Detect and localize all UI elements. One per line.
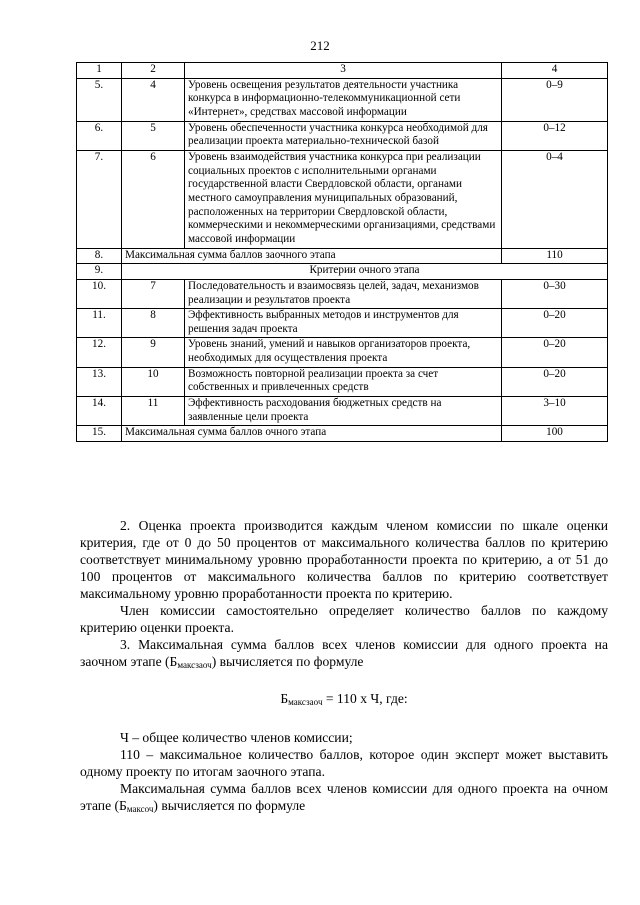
table-cell: 0–12 [502, 121, 608, 150]
table-cell: 100 [502, 426, 608, 442]
table-row [77, 78, 608, 121]
table-cell: 11 [122, 397, 185, 426]
criteria-table [76, 62, 608, 442]
table-cell: 5. [77, 78, 122, 121]
table-cell: 0–20 [502, 309, 608, 338]
table-cell: 10 [122, 367, 185, 396]
paragraph: Ч – общее количество членов комиссии; [120, 730, 353, 745]
paragraph: 2. Оценка проекта производится каждым членом комиссии по шкале оценки критерия, где от 0 до 50 процентов от максимального количества баллов по критерию соответствует минимальному уровню проработанности проекта по критерию, а от 51 до 100 процентов от максимального количества баллов по критерию соответствует максимальному уровню проработанности проекта по критерию. [80, 518, 608, 601]
table-cell: 0–20 [502, 367, 608, 396]
table-cell: 110 [502, 248, 608, 264]
table-cell: 0–30 [502, 279, 608, 308]
table-cell: 15. [77, 426, 122, 442]
table-cell: 8. [77, 248, 122, 264]
paragraph: 3. Максимальная сумма баллов всех членов комиссии для одного проекта на заочном этапе $(Б_{максзаоч})$ вычисляется по формуле [80, 637, 608, 670]
table-cell: 4 [122, 78, 185, 121]
table-cell: 13. [77, 367, 122, 396]
table-cell: 7 [122, 279, 185, 308]
table-cell: 10. [77, 279, 122, 308]
page-number: 212 [310, 38, 330, 53]
paragraph: Член комиссии самостоятельно определяет количество баллов по каждому критерию оценки проекта. [80, 603, 608, 635]
formula: $Б_{максзаоч} = 110$ х Ч, где: [280, 691, 408, 707]
header-cell: 1 [77, 63, 122, 79]
table-cell: 7. [77, 150, 122, 248]
criteria-table-body [77, 63, 608, 442]
table-row [77, 150, 608, 248]
paragraph: 110 – максимальное количество баллов, которое один эксперт может выставить одному проекту по итогам заочного этапа. [80, 747, 608, 779]
table-cell: 11. [77, 309, 122, 338]
table-row [77, 338, 608, 367]
table-cell: 3–10 [502, 397, 608, 426]
table-row [77, 426, 608, 442]
table-cell: Критерии очного этапа [122, 264, 608, 280]
table-cell: Уровень обеспеченности участника конкурса необходимой для реализации проекта материально-технической базой [185, 121, 502, 150]
table-cell: 14. [77, 397, 122, 426]
table-cell: 6. [77, 121, 122, 150]
table-row [77, 121, 608, 150]
table-cell: Эффективность выбранных методов и инструментов для решения задач проекта [185, 309, 502, 338]
body-text [80, 517, 608, 814]
table-header-row [77, 63, 608, 79]
table-cell: 6 [122, 150, 185, 248]
table-cell: 9. [77, 264, 122, 280]
table-cell: 12. [77, 338, 122, 367]
table-cell: 0–4 [502, 150, 608, 248]
paragraph: Максимальная сумма баллов всех членов комиссии для одного проекта на очном этапе $(Б_{максоч})$ вычисляется по формуле [80, 781, 608, 814]
header-cell: 2 [122, 63, 185, 79]
table-cell: Уровень освещения результатов деятельности участника конкурса в информационно-телекоммуникационной сети «Интернет», средствах массовой информации [185, 78, 502, 121]
header-cell: 3 [185, 63, 502, 79]
table-cell: 9 [122, 338, 185, 367]
table-cell: 8 [122, 309, 185, 338]
table-row [77, 397, 608, 426]
table-row [77, 264, 608, 280]
table-row [77, 248, 608, 264]
table-row [77, 279, 608, 308]
table-cell: Максимальная сумма баллов заочного этапа [122, 248, 502, 264]
table-cell: Максимальная сумма баллов очного этапа [122, 426, 502, 442]
table-cell: Уровень взаимодействия участника конкурса при реализации социальных проектов с исполнительными органами государственной власти Свердловской области, органами местного самоуправления муниципальных образований, расположенных на территории Свердловской области, коммерческими и некоммерческими организациями, средствами массовой информации [185, 150, 502, 248]
table-cell: Эффективность расходования бюджетных средств на заявленные цели проекта [185, 397, 502, 426]
table-row [77, 309, 608, 338]
header-cell: 4 [502, 63, 608, 79]
table-cell: Уровень знаний, умений и навыков организаторов проекта, необходимых для осуществления проекта [185, 338, 502, 367]
table-row [77, 367, 608, 396]
table-cell: 0–9 [502, 78, 608, 121]
table-cell: Возможность повторной реализации проекта за счет собственных и привлеченных средств [185, 367, 502, 396]
table-cell: 5 [122, 121, 185, 150]
table-cell: 0–20 [502, 338, 608, 367]
table-cell: Последовательность и взаимосвязь целей, задач, механизмов реализации и результатов проекта [185, 279, 502, 308]
